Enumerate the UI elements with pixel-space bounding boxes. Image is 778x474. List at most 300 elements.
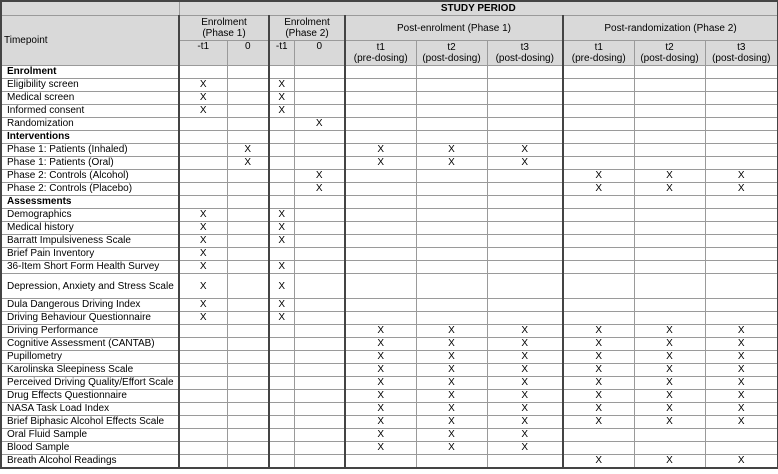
empty-cell — [563, 144, 634, 157]
x-mark-cell: X — [563, 455, 634, 469]
table-row — [1, 403, 778, 416]
x-mark-cell: X — [416, 157, 487, 170]
table-row — [1, 442, 778, 455]
x-mark-cell: X — [563, 338, 634, 351]
x-mark-cell: X — [487, 338, 563, 351]
empty-cell — [294, 196, 345, 209]
row-label: NASA Task Load Index — [1, 403, 179, 416]
empty-cell — [634, 144, 705, 157]
x-mark-cell: X — [416, 390, 487, 403]
study-period-header: STUDY PERIOD — [179, 1, 778, 16]
empty-cell — [345, 222, 416, 235]
empty-cell — [487, 312, 563, 325]
x-mark-cell: X — [294, 183, 345, 196]
empty-cell — [269, 377, 294, 390]
x-mark-cell: X — [563, 183, 634, 196]
x-mark-cell: X — [563, 390, 634, 403]
x-mark-cell: X — [416, 429, 487, 442]
table-row — [1, 416, 778, 429]
x-mark-cell: X — [345, 377, 416, 390]
empty-cell — [269, 338, 294, 351]
row-label: Medical screen — [1, 92, 179, 105]
x-mark-cell: X — [269, 312, 294, 325]
empty-cell — [227, 79, 269, 92]
empty-cell — [269, 170, 294, 183]
empty-cell — [563, 261, 634, 274]
empty-cell — [227, 222, 269, 235]
empty-cell — [487, 455, 563, 469]
table-row — [1, 105, 778, 118]
empty-cell — [634, 222, 705, 235]
empty-cell — [416, 105, 487, 118]
empty-cell — [179, 338, 227, 351]
empty-cell — [227, 403, 269, 416]
x-mark-cell: X — [416, 144, 487, 157]
empty-cell — [416, 299, 487, 312]
empty-cell — [487, 235, 563, 248]
empty-cell — [227, 338, 269, 351]
x-mark-cell: X — [179, 92, 227, 105]
x-mark-cell: X — [705, 416, 778, 429]
timepoint-col-sublabel: (post-dosing) — [495, 53, 554, 64]
empty-cell — [345, 455, 416, 469]
empty-cell — [563, 196, 634, 209]
empty-cell — [345, 79, 416, 92]
empty-cell — [294, 325, 345, 338]
table-row — [1, 377, 778, 390]
group-enrolment-phase1-line1: Enrolment — [201, 17, 247, 28]
empty-cell — [487, 274, 563, 299]
x-mark-cell: X — [179, 312, 227, 325]
empty-cell — [416, 235, 487, 248]
x-mark-cell: X — [416, 351, 487, 364]
empty-cell — [294, 338, 345, 351]
empty-cell — [345, 299, 416, 312]
x-mark-cell: X — [705, 170, 778, 183]
table-row — [1, 209, 778, 222]
x-mark-cell: X — [563, 170, 634, 183]
empty-cell — [227, 299, 269, 312]
x-mark-cell: X — [487, 325, 563, 338]
empty-cell — [294, 92, 345, 105]
empty-cell — [227, 274, 269, 299]
group-enrolment-phase2 — [269, 16, 345, 41]
section-label: Assessments — [1, 196, 179, 209]
empty-cell — [294, 390, 345, 403]
timepoint-col-label: -t1 — [275, 41, 288, 52]
empty-cell — [634, 196, 705, 209]
timepoint-col-4 — [345, 41, 416, 66]
x-mark-cell: X — [705, 403, 778, 416]
timepoint-col-sublabel: (pre-dosing) — [353, 53, 408, 64]
empty-cell — [634, 157, 705, 170]
group-enrolment-phase1 — [179, 16, 269, 41]
timepoint-col-label: 0 — [244, 41, 251, 52]
empty-cell — [634, 92, 705, 105]
empty-cell — [705, 118, 778, 131]
x-mark-cell: X — [269, 92, 294, 105]
empty-cell — [487, 222, 563, 235]
row-label: Blood Sample — [1, 442, 179, 455]
empty-cell — [487, 299, 563, 312]
empty-cell — [227, 351, 269, 364]
row-label: Driving Behaviour Questionnaire — [1, 312, 179, 325]
empty-cell — [487, 92, 563, 105]
empty-cell — [269, 157, 294, 170]
empty-cell — [563, 442, 634, 455]
empty-cell — [269, 118, 294, 131]
row-label: Informed consent — [1, 105, 179, 118]
x-mark-cell: X — [705, 455, 778, 469]
empty-cell — [269, 66, 294, 79]
empty-cell — [294, 351, 345, 364]
empty-cell — [179, 157, 227, 170]
table-row — [1, 274, 778, 299]
section-label: Interventions — [1, 131, 179, 144]
x-mark-cell: X — [487, 429, 563, 442]
empty-cell — [634, 118, 705, 131]
x-mark-cell: X — [294, 118, 345, 131]
row-label: Depression, Anxiety and Stress Scale — [1, 274, 179, 299]
timepoint-col-label: t3 — [520, 42, 529, 53]
empty-cell — [563, 209, 634, 222]
empty-cell — [345, 118, 416, 131]
empty-cell — [634, 274, 705, 299]
empty-cell — [563, 118, 634, 131]
empty-cell — [269, 248, 294, 261]
x-mark-cell: X — [179, 209, 227, 222]
x-mark-cell: X — [345, 325, 416, 338]
empty-cell — [269, 403, 294, 416]
empty-cell — [634, 66, 705, 79]
empty-cell — [705, 442, 778, 455]
timepoint-col-0 — [179, 41, 227, 66]
x-mark-cell: X — [294, 170, 345, 183]
row-label: Driving Performance — [1, 325, 179, 338]
empty-cell — [705, 196, 778, 209]
group-enrolment-phase1-line2: (Phase 1) — [202, 28, 246, 39]
empty-cell — [416, 183, 487, 196]
empty-cell — [345, 235, 416, 248]
x-mark-cell: X — [345, 338, 416, 351]
x-mark-cell: X — [705, 325, 778, 338]
table-row — [1, 157, 778, 170]
corner-cell — [1, 1, 179, 16]
empty-cell — [563, 235, 634, 248]
empty-cell — [634, 79, 705, 92]
x-mark-cell: X — [634, 403, 705, 416]
empty-cell — [563, 157, 634, 170]
empty-cell — [345, 274, 416, 299]
row-label: Drug Effects Questionnaire — [1, 390, 179, 403]
empty-cell — [294, 312, 345, 325]
row-label: Oral Fluid Sample — [1, 429, 179, 442]
x-mark-cell: X — [634, 183, 705, 196]
x-mark-cell: X — [179, 222, 227, 235]
x-mark-cell: X — [634, 325, 705, 338]
empty-cell — [563, 92, 634, 105]
empty-cell — [269, 390, 294, 403]
empty-cell — [179, 325, 227, 338]
empty-cell — [345, 196, 416, 209]
empty-cell — [487, 196, 563, 209]
table-row — [1, 92, 778, 105]
x-mark-cell: X — [634, 455, 705, 469]
empty-cell — [487, 183, 563, 196]
empty-cell — [179, 118, 227, 131]
row-label: Dula Dangerous Driving Index — [1, 299, 179, 312]
empty-cell — [345, 131, 416, 144]
timepoint-col-label: 0 — [316, 41, 323, 52]
empty-cell — [563, 312, 634, 325]
x-mark-cell: X — [563, 325, 634, 338]
table-row — [1, 170, 778, 183]
empty-cell — [705, 274, 778, 299]
empty-cell — [227, 416, 269, 429]
empty-cell — [269, 442, 294, 455]
empty-cell — [487, 209, 563, 222]
empty-cell — [294, 222, 345, 235]
x-mark-cell: X — [227, 157, 269, 170]
empty-cell — [269, 351, 294, 364]
empty-cell — [563, 79, 634, 92]
table-row — [1, 235, 778, 248]
empty-cell — [269, 429, 294, 442]
empty-cell — [705, 79, 778, 92]
empty-cell — [227, 442, 269, 455]
empty-cell — [269, 144, 294, 157]
empty-cell — [416, 131, 487, 144]
empty-cell — [294, 442, 345, 455]
x-mark-cell: X — [179, 105, 227, 118]
empty-cell — [294, 131, 345, 144]
empty-cell — [416, 170, 487, 183]
empty-cell — [269, 131, 294, 144]
x-mark-cell: X — [179, 261, 227, 274]
empty-cell — [563, 248, 634, 261]
empty-cell — [179, 131, 227, 144]
empty-cell — [345, 248, 416, 261]
x-mark-cell: X — [487, 351, 563, 364]
table-row — [1, 455, 778, 469]
empty-cell — [634, 105, 705, 118]
x-mark-cell: X — [487, 364, 563, 377]
empty-cell — [269, 416, 294, 429]
empty-cell — [227, 325, 269, 338]
empty-cell — [294, 144, 345, 157]
empty-cell — [634, 312, 705, 325]
x-mark-cell: X — [487, 377, 563, 390]
x-mark-cell: X — [563, 403, 634, 416]
empty-cell — [179, 196, 227, 209]
timepoint-col-label: -t1 — [197, 41, 210, 52]
empty-cell — [634, 442, 705, 455]
x-mark-cell: X — [227, 144, 269, 157]
empty-cell — [487, 170, 563, 183]
x-mark-cell: X — [705, 338, 778, 351]
row-label: Medical history — [1, 222, 179, 235]
empty-cell — [487, 66, 563, 79]
empty-cell — [294, 248, 345, 261]
x-mark-cell: X — [416, 338, 487, 351]
empty-cell — [179, 183, 227, 196]
x-mark-cell: X — [179, 274, 227, 299]
empty-cell — [294, 157, 345, 170]
empty-cell — [345, 105, 416, 118]
empty-cell — [705, 157, 778, 170]
section-row — [1, 66, 778, 79]
section-row — [1, 131, 778, 144]
empty-cell — [416, 66, 487, 79]
x-mark-cell: X — [269, 261, 294, 274]
x-mark-cell: X — [269, 209, 294, 222]
row-label: Demographics — [1, 209, 179, 222]
row-label: Karolinska Sleepiness Scale — [1, 364, 179, 377]
row-label: Perceived Driving Quality/Effort Scale — [1, 377, 179, 390]
empty-cell — [227, 131, 269, 144]
x-mark-cell: X — [345, 442, 416, 455]
empty-cell — [179, 455, 227, 469]
table-row — [1, 429, 778, 442]
empty-cell — [563, 299, 634, 312]
x-mark-cell: X — [705, 183, 778, 196]
x-mark-cell: X — [345, 364, 416, 377]
x-mark-cell: X — [269, 222, 294, 235]
row-label: Phase 1: Patients (Inhaled) — [1, 144, 179, 157]
row-label: Cognitive Assessment (CANTAB) — [1, 338, 179, 351]
row-label: Phase 2: Controls (Placebo) — [1, 183, 179, 196]
empty-cell — [416, 79, 487, 92]
empty-cell — [634, 261, 705, 274]
timepoint-col-8 — [634, 41, 705, 66]
row-label: Brief Biphasic Alcohol Effects Scale — [1, 416, 179, 429]
empty-cell — [705, 144, 778, 157]
row-label: Brief Pain Inventory — [1, 248, 179, 261]
empty-cell — [705, 248, 778, 261]
x-mark-cell: X — [179, 79, 227, 92]
x-mark-cell: X — [487, 442, 563, 455]
group-enrolment-phase2-line2: (Phase 2) — [285, 28, 329, 39]
empty-cell — [345, 183, 416, 196]
empty-cell — [416, 455, 487, 469]
x-mark-cell: X — [345, 390, 416, 403]
empty-cell — [294, 261, 345, 274]
empty-cell — [227, 196, 269, 209]
empty-cell — [294, 364, 345, 377]
x-mark-cell: X — [345, 416, 416, 429]
empty-cell — [227, 261, 269, 274]
x-mark-cell: X — [345, 144, 416, 157]
x-mark-cell: X — [634, 416, 705, 429]
empty-cell — [269, 364, 294, 377]
empty-cell — [563, 222, 634, 235]
x-mark-cell: X — [705, 390, 778, 403]
empty-cell — [179, 66, 227, 79]
empty-cell — [227, 390, 269, 403]
timepoint-col-sublabel: (post-dosing) — [422, 53, 481, 64]
empty-cell — [294, 66, 345, 79]
empty-cell — [705, 299, 778, 312]
empty-cell — [179, 429, 227, 442]
timepoint-header: Timepoint — [1, 16, 179, 66]
x-mark-cell: X — [416, 364, 487, 377]
empty-cell — [345, 209, 416, 222]
row-label: Barratt Impulsiveness Scale — [1, 235, 179, 248]
table-row — [1, 222, 778, 235]
table-row — [1, 183, 778, 196]
empty-cell — [227, 455, 269, 469]
table-row — [1, 248, 778, 261]
empty-cell — [227, 92, 269, 105]
x-mark-cell: X — [487, 157, 563, 170]
empty-cell — [227, 118, 269, 131]
empty-cell — [634, 131, 705, 144]
x-mark-cell: X — [345, 157, 416, 170]
empty-cell — [705, 261, 778, 274]
table-row — [1, 144, 778, 157]
empty-cell — [179, 144, 227, 157]
x-mark-cell: X — [634, 170, 705, 183]
empty-cell — [705, 235, 778, 248]
timepoint-col-9 — [705, 41, 778, 66]
empty-cell — [227, 429, 269, 442]
empty-cell — [179, 403, 227, 416]
x-mark-cell: X — [179, 235, 227, 248]
empty-cell — [179, 390, 227, 403]
empty-cell — [705, 105, 778, 118]
empty-cell — [294, 377, 345, 390]
empty-cell — [294, 403, 345, 416]
empty-cell — [294, 299, 345, 312]
timepoint-col-6 — [487, 41, 563, 66]
x-mark-cell: X — [345, 403, 416, 416]
x-mark-cell: X — [416, 325, 487, 338]
empty-cell — [227, 209, 269, 222]
empty-cell — [487, 261, 563, 274]
empty-cell — [705, 92, 778, 105]
empty-cell — [294, 79, 345, 92]
empty-cell — [179, 442, 227, 455]
empty-cell — [227, 377, 269, 390]
empty-cell — [563, 105, 634, 118]
x-mark-cell: X — [563, 416, 634, 429]
empty-cell — [227, 66, 269, 79]
x-mark-cell: X — [563, 351, 634, 364]
row-label: Randomization — [1, 118, 179, 131]
timepoint-col-sublabel: (pre-dosing) — [571, 53, 626, 64]
section-row — [1, 196, 778, 209]
timepoint-col-3 — [294, 41, 345, 66]
empty-cell — [294, 235, 345, 248]
empty-cell — [227, 312, 269, 325]
empty-cell — [416, 312, 487, 325]
empty-cell — [563, 429, 634, 442]
row-label: Phase 1: Patients (Oral) — [1, 157, 179, 170]
empty-cell — [563, 131, 634, 144]
empty-cell — [416, 196, 487, 209]
row-label: Breath Alcohol Readings — [1, 455, 179, 469]
x-mark-cell: X — [705, 377, 778, 390]
empty-cell — [179, 351, 227, 364]
empty-cell — [294, 429, 345, 442]
empty-cell — [634, 248, 705, 261]
x-mark-cell: X — [416, 416, 487, 429]
x-mark-cell: X — [345, 351, 416, 364]
empty-cell — [294, 455, 345, 469]
empty-cell — [179, 377, 227, 390]
empty-cell — [227, 183, 269, 196]
empty-cell — [705, 66, 778, 79]
